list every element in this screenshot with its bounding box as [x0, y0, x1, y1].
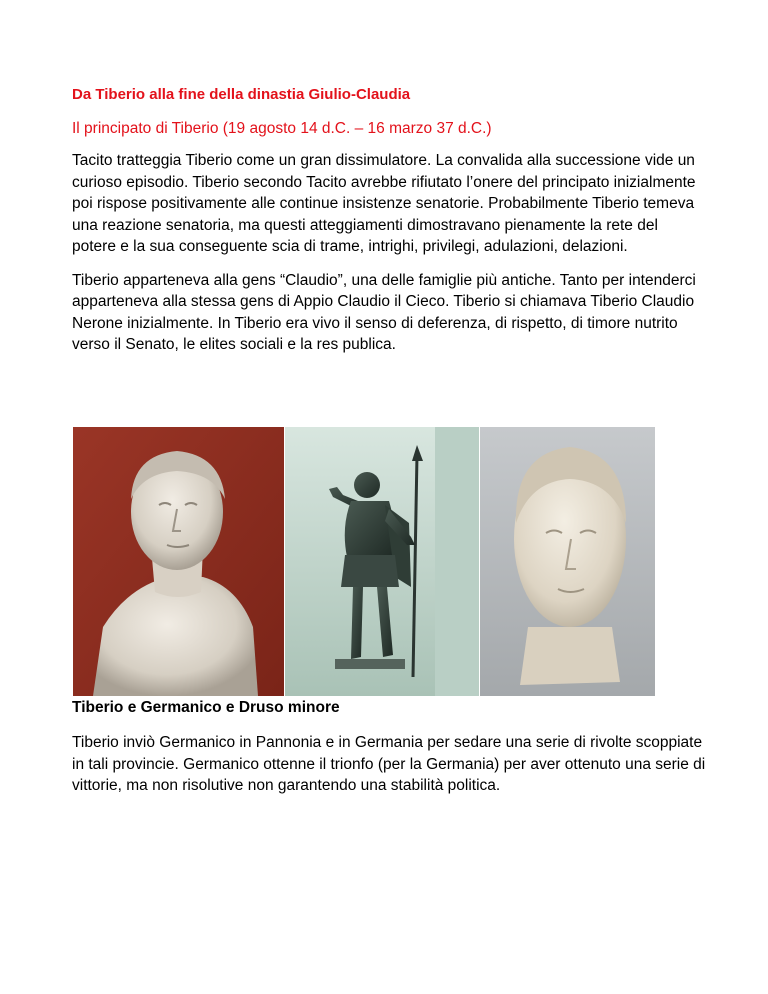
- statue-germanico-image: [285, 427, 479, 696]
- image-strip: [73, 427, 655, 696]
- bust-tiberio-image: [73, 427, 284, 696]
- document-title: Da Tiberio alla fine della dinastia Giulio-Claudia: [72, 86, 411, 103]
- head-druso-image: [480, 427, 655, 696]
- paragraph-1: Tacito tratteggia Tiberio come un gran dissimulatore. La convalida alla successione vide un curioso episodio. Tiberio secondo Tacito avrebbe rifiutato l’onere del principato inizialmente poi rispose positivamente alle continue insistenze senatorie. Probabilmente Tiberio temeva una reazione senatoria, ma questi atteggiamenti dimostravano pienamente la rete del potere e la sua conseguente scia di trame, intrighi, privilegi, adulazioni, delazioni.: [72, 152, 696, 255]
- document-body: [72, 84, 704, 368]
- section-subtitle: Il principato di Tiberio (19 agosto 14 d.C. – 16 marzo 37 d.C.): [72, 120, 492, 137]
- paragraph-3: Tiberio inviò Germanico in Pannonia e in Germania per sedare una serie di rivolte scoppiate in tali provincie. Germanico ottenne il trionfo (per la Germania) per aver ottenuto una serie di vittorie, ma non risolutive non garantendo una stabilità politica.: [72, 734, 706, 794]
- image-caption: Tiberio e Germanico e Druso minore: [72, 699, 340, 716]
- paragraph-2: Tiberio apparteneva alla gens “Claudio”, una delle famiglie più antiche. Tanto per intenderci apparteneva alla stessa gens di Appio Claudio il Cieco. Tiberio si chiamava Tiberio Claudio Nerone inizialmente. In Tiberio era vivo il senso di deferenza, di rispetto, di timore nutrito verso il Senato, le elites sociali e la res publica.: [72, 271, 696, 353]
